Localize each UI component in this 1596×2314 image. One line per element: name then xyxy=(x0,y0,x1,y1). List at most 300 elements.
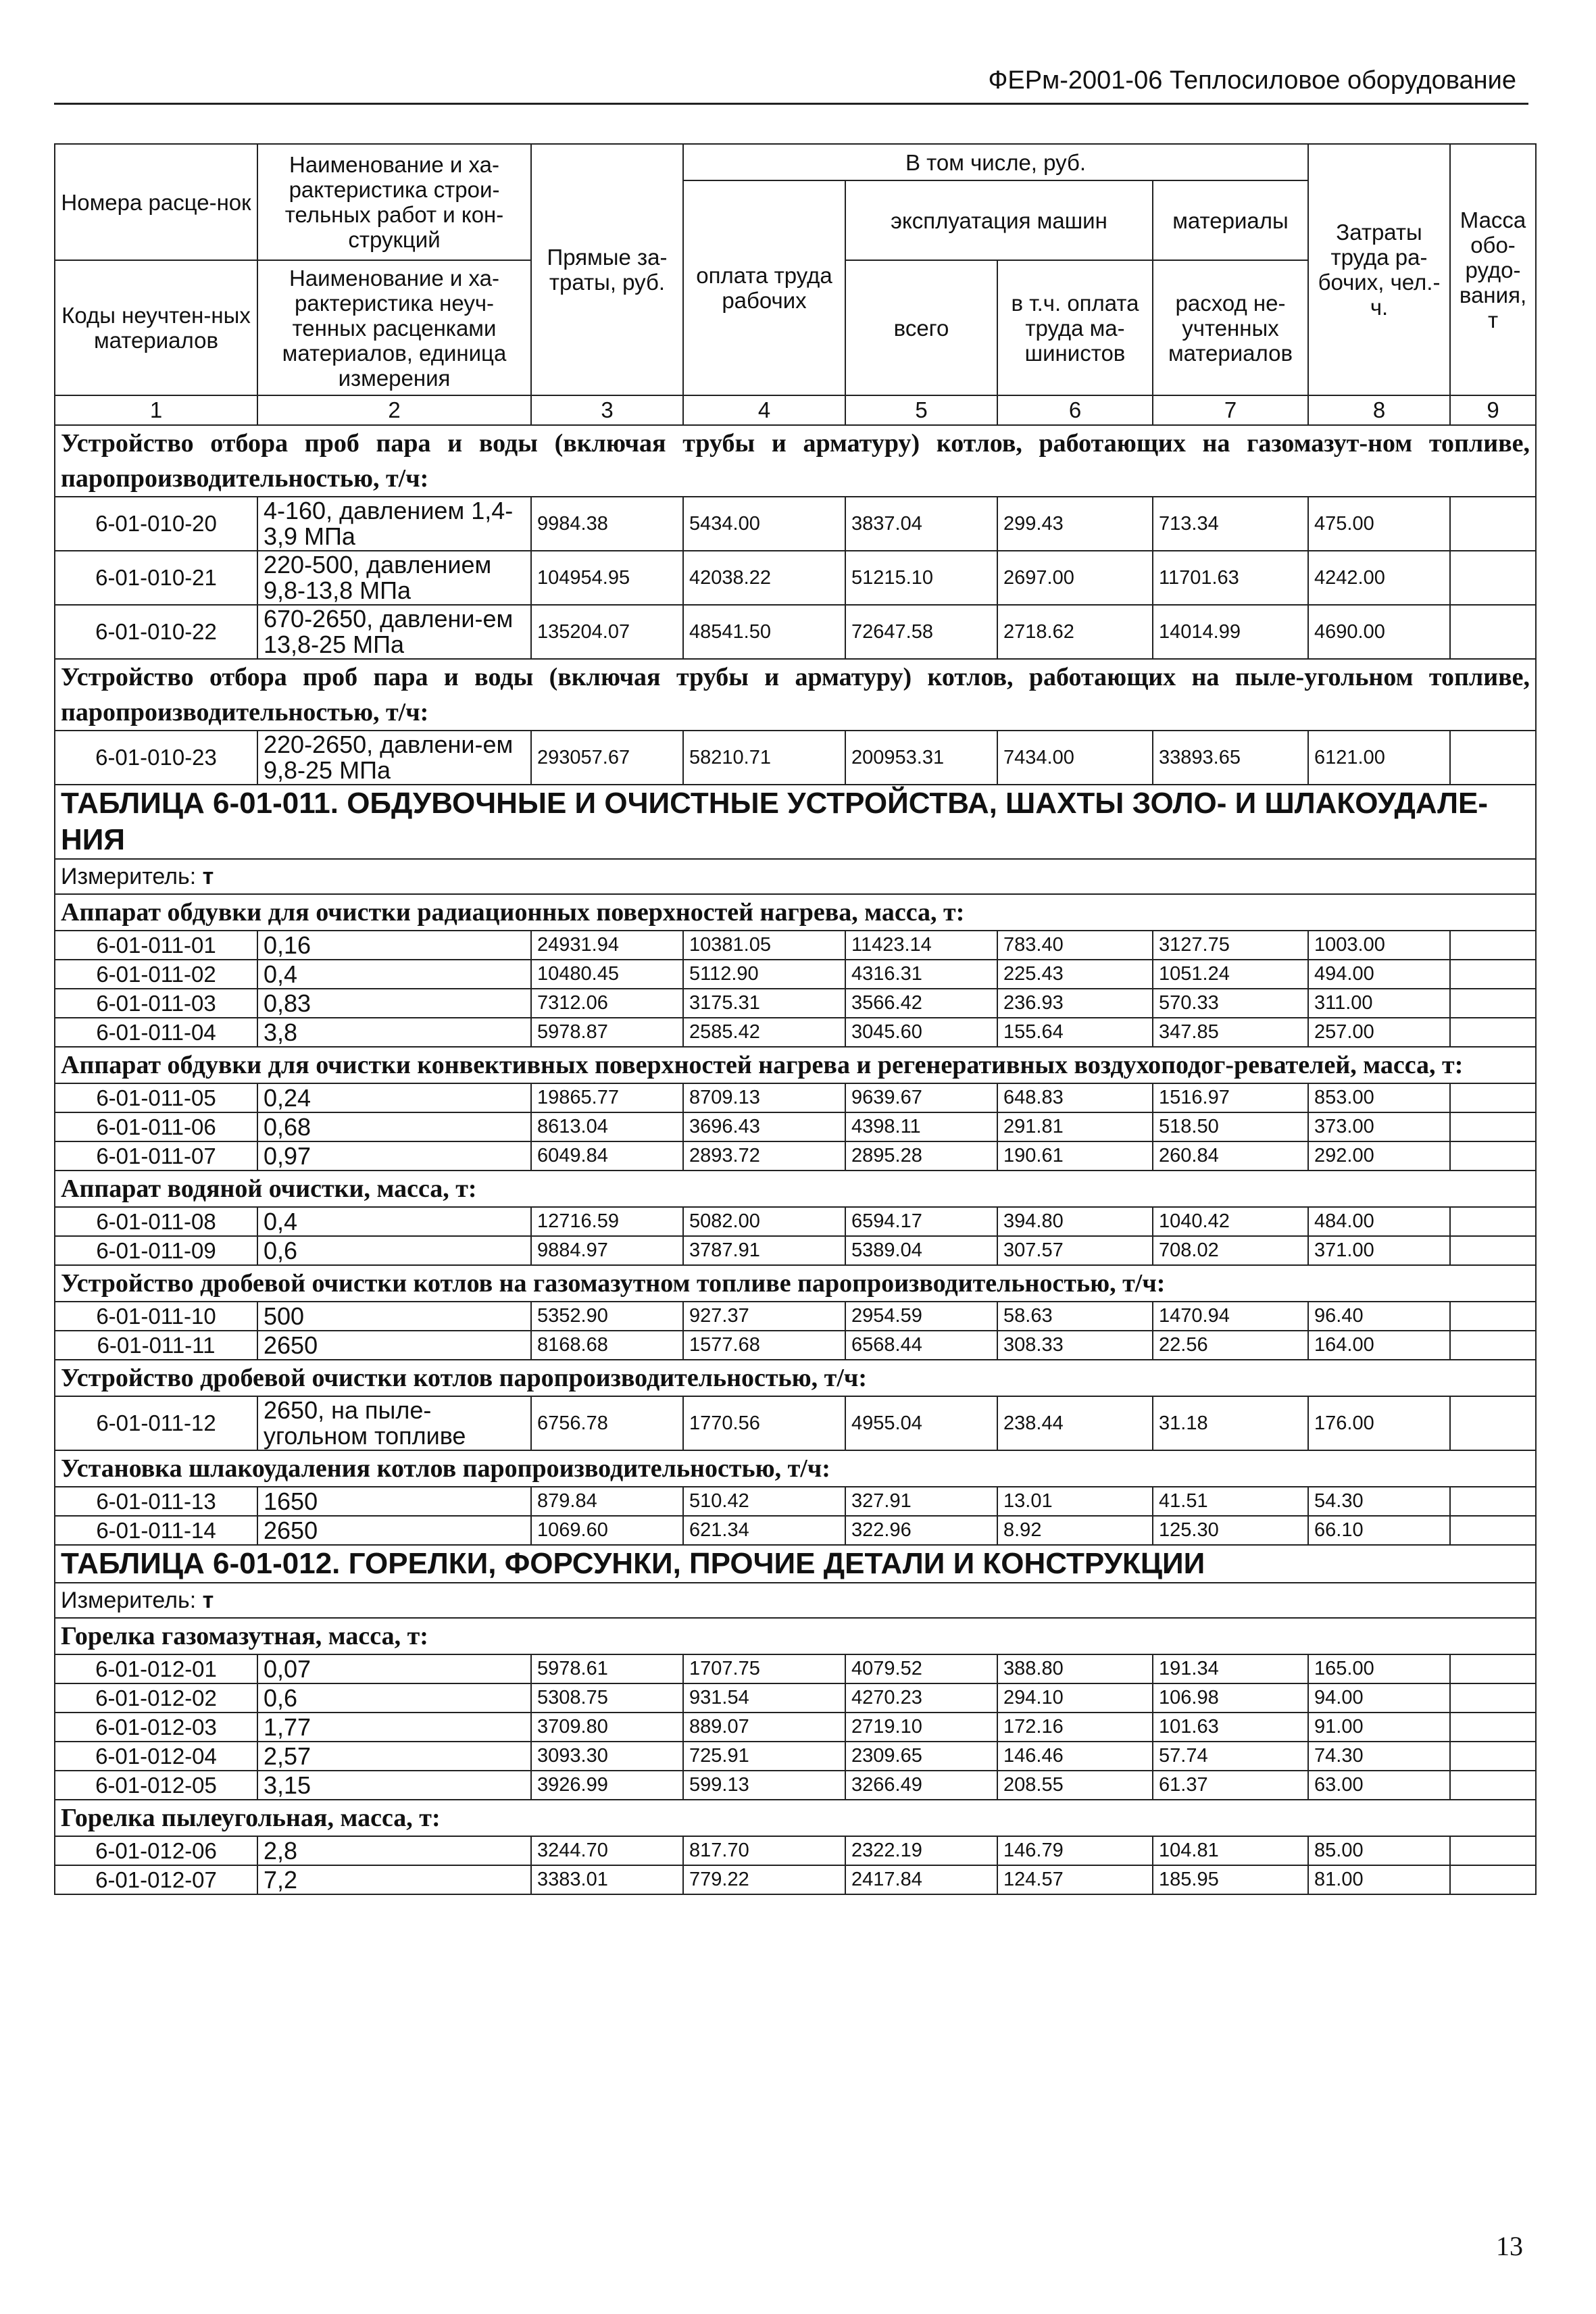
value-cell: 5308.75 xyxy=(531,1683,683,1713)
value-cell: 4690.00 xyxy=(1308,605,1450,659)
table-row xyxy=(55,1865,1536,1894)
table-heading-row xyxy=(55,1545,1536,1583)
value-cell: 3266.49 xyxy=(845,1771,997,1800)
rate-name: 0,6 xyxy=(257,1683,531,1713)
rate-name: 0,16 xyxy=(257,931,531,960)
col-header-rate-numbers: Номера расце-нок xyxy=(55,144,257,260)
section-title-row xyxy=(55,1171,1536,1207)
value-cell: 3045.60 xyxy=(845,1018,997,1047)
page-number: 13 xyxy=(1496,2231,1523,2261)
section-title-row xyxy=(55,1047,1536,1083)
unit-meter xyxy=(55,859,1536,894)
table-row xyxy=(55,1018,1536,1047)
section-title xyxy=(55,1360,1536,1396)
value-cell: 2585.42 xyxy=(683,1018,845,1047)
value-cell: 292.00 xyxy=(1308,1141,1450,1171)
rate-name: 0,68 xyxy=(257,1112,531,1141)
table-row xyxy=(55,1331,1536,1360)
rate-name: 2650 xyxy=(257,1516,531,1545)
column-number: 8 xyxy=(1308,395,1450,425)
value-cell xyxy=(1450,1836,1536,1865)
section-title-text: Устройство отбора проб пара и воды (включая трубы и арматуру) котлов, работающих на пыле-угольном топливе, паропроизводительностью, т/ч: xyxy=(61,663,1530,727)
value-cell: 599.13 xyxy=(683,1771,845,1800)
rate-name: 670-2650, давлени-ем 13,8-25 МПа xyxy=(257,605,531,659)
rate-code: 6-01-012-07 xyxy=(55,1865,257,1894)
table-row xyxy=(55,1083,1536,1112)
rate-code: 6-01-011-12 xyxy=(55,1396,257,1450)
table-row xyxy=(55,1516,1536,1545)
value-cell: 104954.95 xyxy=(531,551,683,605)
value-cell: 172.16 xyxy=(997,1713,1153,1742)
section-title-row xyxy=(55,659,1536,731)
value-cell: 63.00 xyxy=(1308,1771,1450,1800)
unit-meter xyxy=(55,1583,1536,1618)
rate-name: 4-160, давлением 1,4-3,9 МПа xyxy=(257,497,531,551)
value-cell: 236.93 xyxy=(997,989,1153,1018)
section-title-row xyxy=(55,1618,1536,1654)
table-row xyxy=(55,1713,1536,1742)
value-cell: 3383.01 xyxy=(531,1865,683,1894)
value-cell xyxy=(1450,989,1536,1018)
rate-name: 2650, на пыле-угольном топливе xyxy=(257,1396,531,1450)
value-cell: 155.64 xyxy=(997,1018,1153,1047)
value-cell: 5112.90 xyxy=(683,960,845,989)
value-cell: 10381.05 xyxy=(683,931,845,960)
col-header-labor-hours: Затраты труда ра-бочих, чел.-ч. xyxy=(1308,144,1450,395)
value-cell: 11423.14 xyxy=(845,931,997,960)
value-cell: 8.92 xyxy=(997,1516,1153,1545)
rate-name: 7,2 xyxy=(257,1865,531,1894)
col-header-worker-wages: оплата труда рабочих xyxy=(683,180,845,395)
value-cell: 394.80 xyxy=(997,1207,1153,1236)
value-cell xyxy=(1450,1302,1536,1331)
value-cell: 19865.77 xyxy=(531,1083,683,1112)
rate-name: 0,4 xyxy=(257,960,531,989)
value-cell: 373.00 xyxy=(1308,1112,1450,1141)
value-cell xyxy=(1450,1516,1536,1545)
value-cell: 311.00 xyxy=(1308,989,1450,1018)
value-cell: 2322.19 xyxy=(845,1836,997,1865)
section-title-text: Устройство дробевой очистки котлов паропроизводительностью, т/ч: xyxy=(61,1364,867,1392)
rate-code: 6-01-012-01 xyxy=(55,1654,257,1683)
value-cell: 191.34 xyxy=(1153,1654,1308,1683)
col-header-operator-wages: в т.ч. оплата труда ма-шинистов xyxy=(997,260,1153,395)
section-title-row xyxy=(55,425,1536,497)
col-header-including: В том числе, руб. xyxy=(683,144,1308,180)
value-cell: 1770.56 xyxy=(683,1396,845,1450)
value-cell: 2719.10 xyxy=(845,1713,997,1742)
column-number: 3 xyxy=(531,395,683,425)
section-title-row xyxy=(55,894,1536,931)
section-title-row xyxy=(55,1265,1536,1302)
value-cell: 475.00 xyxy=(1308,497,1450,551)
value-cell: 225.43 xyxy=(997,960,1153,989)
table-row xyxy=(55,1141,1536,1171)
value-cell: 260.84 xyxy=(1153,1141,1308,1171)
value-cell: 5434.00 xyxy=(683,497,845,551)
value-cell: 146.46 xyxy=(997,1742,1153,1771)
section-title-text: Аппарат водяной очистки, масса, т: xyxy=(61,1175,477,1203)
value-cell: 10480.45 xyxy=(531,960,683,989)
rate-code: 6-01-012-03 xyxy=(55,1713,257,1742)
section-title-row xyxy=(55,1800,1536,1836)
value-cell: 9984.38 xyxy=(531,497,683,551)
rate-name: 3,8 xyxy=(257,1018,531,1047)
value-cell: 3709.80 xyxy=(531,1713,683,1742)
value-cell: 327.91 xyxy=(845,1487,997,1516)
rate-code: 6-01-012-05 xyxy=(55,1771,257,1800)
col-header-machines: эксплуатация машин xyxy=(845,180,1153,260)
section-title xyxy=(55,1047,1536,1083)
rate-code: 6-01-010-21 xyxy=(55,551,257,605)
table-row xyxy=(55,1836,1536,1865)
rate-code: 6-01-011-07 xyxy=(55,1141,257,1171)
section-title-text: Аппарат обдувки для очистки радиационных поверхностей нагрева, масса, т: xyxy=(61,898,965,927)
value-cell: 713.34 xyxy=(1153,497,1308,551)
value-cell: 58210.71 xyxy=(683,731,845,785)
table-heading: ТАБЛИЦА 6-01-012. ГОРЕЛКИ, ФОРСУНКИ, ПРОЧИЕ ДЕТАЛИ И КОНСТРУКЦИИ xyxy=(55,1545,1536,1583)
rate-name: 220-500, давлением 9,8-13,8 МПа xyxy=(257,551,531,605)
value-cell xyxy=(1450,1083,1536,1112)
value-cell: 6121.00 xyxy=(1308,731,1450,785)
value-cell xyxy=(1450,731,1536,785)
section-title-text: Устройство дробевой очистки котлов на газомазутном топливе паропроизводительностью, т/ч: xyxy=(61,1269,1166,1298)
section-title xyxy=(55,1618,1536,1654)
value-cell: 1040.42 xyxy=(1153,1207,1308,1236)
unit-value: т xyxy=(202,863,214,889)
value-cell: 3926.99 xyxy=(531,1771,683,1800)
rate-code: 6-01-011-13 xyxy=(55,1487,257,1516)
value-cell: 8168.68 xyxy=(531,1331,683,1360)
col-header-direct-costs: Прямые за-траты, руб. xyxy=(531,144,683,395)
column-number: 6 xyxy=(997,395,1153,425)
rate-code: 6-01-011-08 xyxy=(55,1207,257,1236)
value-cell: 708.02 xyxy=(1153,1236,1308,1265)
value-cell: 1470.94 xyxy=(1153,1302,1308,1331)
rate-name: 0,07 xyxy=(257,1654,531,1683)
value-cell: 2893.72 xyxy=(683,1141,845,1171)
value-cell: 4242.00 xyxy=(1308,551,1450,605)
value-cell: 299.43 xyxy=(997,497,1153,551)
page-header: ФЕРм-2001-06 Теплосиловое оборудование xyxy=(988,66,1516,95)
value-cell xyxy=(1450,1207,1536,1236)
value-cell: 5082.00 xyxy=(683,1207,845,1236)
value-cell xyxy=(1450,605,1536,659)
value-cell: 190.61 xyxy=(997,1141,1153,1171)
value-cell xyxy=(1450,1018,1536,1047)
value-cell: 81.00 xyxy=(1308,1865,1450,1894)
table-row xyxy=(55,1771,1536,1800)
value-cell: 51215.10 xyxy=(845,551,997,605)
value-cell: 200953.31 xyxy=(845,731,997,785)
rate-code: 6-01-011-06 xyxy=(55,1112,257,1141)
value-cell: 570.33 xyxy=(1153,989,1308,1018)
value-cell: 889.07 xyxy=(683,1713,845,1742)
column-numbers-row xyxy=(55,395,1536,425)
value-cell: 8709.13 xyxy=(683,1083,845,1112)
value-cell xyxy=(1450,1683,1536,1713)
value-cell: 5978.61 xyxy=(531,1654,683,1683)
value-cell: 24931.94 xyxy=(531,931,683,960)
table-heading: ТАБЛИЦА 6-01-011. ОБДУВОЧНЫЕ И ОЧИСТНЫЕ УСТРОЙСТВА, ШАХТЫ ЗОЛО- И ШЛАКОУДАЛЕ-НИЯ xyxy=(55,785,1536,859)
value-cell: 3696.43 xyxy=(683,1112,845,1141)
value-cell: 2718.62 xyxy=(997,605,1153,659)
table-row xyxy=(55,1396,1536,1450)
value-cell xyxy=(1450,1331,1536,1360)
value-cell: 879.84 xyxy=(531,1487,683,1516)
rate-name: 1650 xyxy=(257,1487,531,1516)
section-title-text: Горелка пылеугольная, масса, т: xyxy=(61,1804,441,1832)
value-cell: 518.50 xyxy=(1153,1112,1308,1141)
value-cell xyxy=(1450,1771,1536,1800)
value-cell: 11701.63 xyxy=(1153,551,1308,605)
rates-table xyxy=(54,143,1537,1895)
rate-code: 6-01-010-22 xyxy=(55,605,257,659)
column-number: 5 xyxy=(845,395,997,425)
table-row xyxy=(55,497,1536,551)
value-cell: 96.40 xyxy=(1308,1302,1450,1331)
value-cell: 72647.58 xyxy=(845,605,997,659)
value-cell: 31.18 xyxy=(1153,1396,1308,1450)
value-cell: 2697.00 xyxy=(997,551,1153,605)
value-cell: 106.98 xyxy=(1153,1683,1308,1713)
value-cell xyxy=(1450,1654,1536,1683)
value-cell: 853.00 xyxy=(1308,1083,1450,1112)
unit-row xyxy=(55,1583,1536,1618)
section-title xyxy=(55,1265,1536,1302)
rate-code: 6-01-012-02 xyxy=(55,1683,257,1713)
value-cell xyxy=(1450,1713,1536,1742)
value-cell: 294.10 xyxy=(997,1683,1153,1713)
value-cell: 48541.50 xyxy=(683,605,845,659)
value-cell: 1069.60 xyxy=(531,1516,683,1545)
value-cell: 3566.42 xyxy=(845,989,997,1018)
value-cell: 146.79 xyxy=(997,1836,1153,1865)
value-cell: 7434.00 xyxy=(997,731,1153,785)
rate-code: 6-01-010-23 xyxy=(55,731,257,785)
col-header-equipment-mass: Масса обо-рудо-вания, т xyxy=(1450,144,1536,395)
value-cell: 484.00 xyxy=(1308,1207,1450,1236)
column-number: 2 xyxy=(257,395,531,425)
rate-name: 500 xyxy=(257,1302,531,1331)
value-cell xyxy=(1450,551,1536,605)
value-cell: 58.63 xyxy=(997,1302,1153,1331)
value-cell: 4398.11 xyxy=(845,1112,997,1141)
column-number: 9 xyxy=(1450,395,1536,425)
table-row xyxy=(55,931,1536,960)
rate-code: 6-01-011-14 xyxy=(55,1516,257,1545)
rate-code: 6-01-010-20 xyxy=(55,497,257,551)
rate-name: 0,4 xyxy=(257,1207,531,1236)
value-cell: 74.30 xyxy=(1308,1742,1450,1771)
rate-code: 6-01-011-05 xyxy=(55,1083,257,1112)
value-cell: 3244.70 xyxy=(531,1836,683,1865)
section-title xyxy=(55,1450,1536,1487)
section-title xyxy=(55,894,1536,931)
table-row xyxy=(55,731,1536,785)
rate-name: 2,8 xyxy=(257,1836,531,1865)
table-row xyxy=(55,605,1536,659)
section-title-text: Установка шлакоудаления котлов паропроизводительностью, т/ч: xyxy=(61,1454,830,1483)
value-cell: 14014.99 xyxy=(1153,605,1308,659)
table-heading-row xyxy=(55,785,1536,859)
value-cell: 3175.31 xyxy=(683,989,845,1018)
value-cell: 307.57 xyxy=(997,1236,1153,1265)
table-row xyxy=(55,989,1536,1018)
value-cell: 2309.65 xyxy=(845,1742,997,1771)
value-cell xyxy=(1450,1487,1536,1516)
value-cell: 2895.28 xyxy=(845,1141,997,1171)
table-row xyxy=(55,1236,1536,1265)
value-cell: 6756.78 xyxy=(531,1396,683,1450)
value-cell: 13.01 xyxy=(997,1487,1153,1516)
value-cell: 1516.97 xyxy=(1153,1083,1308,1112)
rate-code: 6-01-011-03 xyxy=(55,989,257,1018)
value-cell: 41.51 xyxy=(1153,1487,1308,1516)
col-header-material-use: расход не-учтенных материалов xyxy=(1153,260,1308,395)
value-cell: 238.44 xyxy=(997,1396,1153,1450)
value-cell xyxy=(1450,1396,1536,1450)
value-cell: 1003.00 xyxy=(1308,931,1450,960)
column-number: 4 xyxy=(683,395,845,425)
value-cell: 2954.59 xyxy=(845,1302,997,1331)
value-cell: 725.91 xyxy=(683,1742,845,1771)
rate-code: 6-01-011-02 xyxy=(55,960,257,989)
value-cell: 8613.04 xyxy=(531,1112,683,1141)
value-cell: 33893.65 xyxy=(1153,731,1308,785)
value-cell xyxy=(1450,1236,1536,1265)
section-title xyxy=(55,659,1536,731)
column-number: 1 xyxy=(55,395,257,425)
table-row xyxy=(55,1207,1536,1236)
value-cell: 4955.04 xyxy=(845,1396,997,1450)
table-row xyxy=(55,1683,1536,1713)
value-cell xyxy=(1450,1742,1536,1771)
rate-name: 1,77 xyxy=(257,1713,531,1742)
value-cell xyxy=(1450,1141,1536,1171)
rate-code: 6-01-011-01 xyxy=(55,931,257,960)
rate-name: 2650 xyxy=(257,1331,531,1360)
table-row xyxy=(55,551,1536,605)
value-cell: 42038.22 xyxy=(683,551,845,605)
value-cell: 5389.04 xyxy=(845,1236,997,1265)
value-cell xyxy=(1450,497,1536,551)
header-rule xyxy=(54,103,1528,105)
value-cell: 94.00 xyxy=(1308,1683,1450,1713)
section-title-row xyxy=(55,1360,1536,1396)
unit-label: Измеритель: xyxy=(61,1587,197,1613)
value-cell: 9639.67 xyxy=(845,1083,997,1112)
value-cell: 322.96 xyxy=(845,1516,997,1545)
value-cell: 165.00 xyxy=(1308,1654,1450,1683)
value-cell: 6594.17 xyxy=(845,1207,997,1236)
col-header-machines-total: всего xyxy=(845,260,997,395)
value-cell: 621.34 xyxy=(683,1516,845,1545)
rate-code: 6-01-011-04 xyxy=(55,1018,257,1047)
rate-name: 0,83 xyxy=(257,989,531,1018)
value-cell xyxy=(1450,1865,1536,1894)
value-cell: 931.54 xyxy=(683,1683,845,1713)
section-title-text: Горелка газомазутная, масса, т: xyxy=(61,1622,428,1650)
unit-value: т xyxy=(202,1587,214,1613)
value-cell: 817.70 xyxy=(683,1836,845,1865)
col-header-work-name: Наименование и ха-рактеристика строи-тельных работ и кон-струкций xyxy=(257,144,531,260)
rate-code: 6-01-011-11 xyxy=(55,1331,257,1360)
value-cell: 648.83 xyxy=(997,1083,1153,1112)
value-cell: 7312.06 xyxy=(531,989,683,1018)
rate-name: 0,6 xyxy=(257,1236,531,1265)
value-cell: 3127.75 xyxy=(1153,931,1308,960)
value-cell: 176.00 xyxy=(1308,1396,1450,1450)
value-cell: 291.81 xyxy=(997,1112,1153,1141)
table-row xyxy=(55,1112,1536,1141)
value-cell: 1707.75 xyxy=(683,1654,845,1683)
value-cell: 3787.91 xyxy=(683,1236,845,1265)
value-cell: 510.42 xyxy=(683,1487,845,1516)
section-title-text: Устройство отбора проб пара и воды (включая трубы и арматуру) котлов, работающих на газомазут-ном топливе, паропроизводительностью, т/ч: xyxy=(61,429,1530,493)
table-row xyxy=(55,1742,1536,1771)
table-row xyxy=(55,960,1536,989)
table-row xyxy=(55,1487,1536,1516)
rate-name: 2,57 xyxy=(257,1742,531,1771)
value-cell: 4316.31 xyxy=(845,960,997,989)
value-cell: 61.37 xyxy=(1153,1771,1308,1800)
section-title-row xyxy=(55,1450,1536,1487)
value-cell: 85.00 xyxy=(1308,1836,1450,1865)
col-header-material-codes: Коды неучтен-ных материалов xyxy=(55,260,257,395)
value-cell: 1577.68 xyxy=(683,1331,845,1360)
value-cell: 6568.44 xyxy=(845,1331,997,1360)
section-title xyxy=(55,425,1536,497)
rate-code: 6-01-011-10 xyxy=(55,1302,257,1331)
value-cell: 9884.97 xyxy=(531,1236,683,1265)
value-cell: 104.81 xyxy=(1153,1836,1308,1865)
value-cell: 125.30 xyxy=(1153,1516,1308,1545)
value-cell: 494.00 xyxy=(1308,960,1450,989)
value-cell: 293057.67 xyxy=(531,731,683,785)
value-cell: 164.00 xyxy=(1308,1331,1450,1360)
value-cell: 783.40 xyxy=(997,931,1153,960)
value-cell: 5352.90 xyxy=(531,1302,683,1331)
value-cell: 6049.84 xyxy=(531,1141,683,1171)
rate-name: 220-2650, давлени-ем 9,8-25 МПа xyxy=(257,731,531,785)
rate-code: 6-01-011-09 xyxy=(55,1236,257,1265)
table-row xyxy=(55,1302,1536,1331)
value-cell: 5978.87 xyxy=(531,1018,683,1047)
value-cell: 779.22 xyxy=(683,1865,845,1894)
value-cell xyxy=(1450,931,1536,960)
value-cell: 388.80 xyxy=(997,1654,1153,1683)
col-header-materials: материалы xyxy=(1153,180,1308,260)
section-title-text: Аппарат обдувки для очистки конвективных поверхностей нагрева и регенеративных воздухоподог-ревателей, масса, т: xyxy=(61,1051,1464,1079)
value-cell: 4079.52 xyxy=(845,1654,997,1683)
value-cell: 927.37 xyxy=(683,1302,845,1331)
value-cell: 185.95 xyxy=(1153,1865,1308,1894)
rate-name: 0,97 xyxy=(257,1141,531,1171)
rate-code: 6-01-012-04 xyxy=(55,1742,257,1771)
section-title xyxy=(55,1171,1536,1207)
value-cell: 257.00 xyxy=(1308,1018,1450,1047)
value-cell: 308.33 xyxy=(997,1331,1153,1360)
value-cell: 371.00 xyxy=(1308,1236,1450,1265)
value-cell: 3837.04 xyxy=(845,497,997,551)
unit-label: Измеритель: xyxy=(61,863,197,889)
value-cell xyxy=(1450,960,1536,989)
rate-name: 0,24 xyxy=(257,1083,531,1112)
value-cell: 135204.07 xyxy=(531,605,683,659)
value-cell: 1051.24 xyxy=(1153,960,1308,989)
table-row xyxy=(55,1654,1536,1683)
